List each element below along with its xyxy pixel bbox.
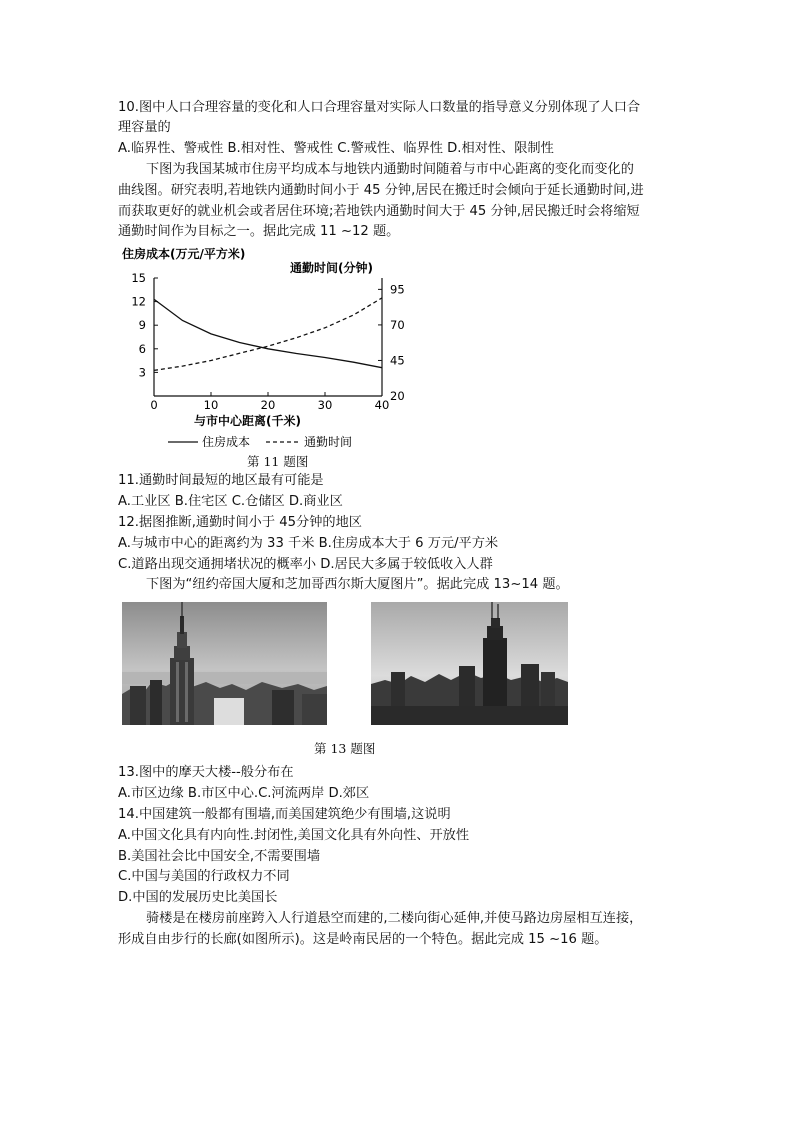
y-right-tick-label: 45 xyxy=(390,353,405,368)
x-axis-title: 与市中心距离(千米) xyxy=(194,414,301,428)
q10-stem-line1: 10.图中人口合理容量的变化和人口合理容量对实际人口数量的指导意义分别体现了人口合 xyxy=(118,100,641,115)
q13-stem: 13.图中的摩天大楼--般分布在 xyxy=(118,765,294,780)
y-left-axis-title: 住房成本(万元/平方米) xyxy=(122,247,246,261)
plot-area xyxy=(131,271,404,412)
empire-state-building-photo xyxy=(122,602,327,725)
commute-time-line xyxy=(154,298,382,371)
sears-tower-photo xyxy=(371,602,568,725)
q10-options: A.临界性、警戒性 B.相对性、警戒性 C.警戒性、临界性 D.相对性、限制性 xyxy=(118,141,554,156)
intro-11-12-line3: 而获取更好的就业机会或者居住环境;若地铁内通勤时间大于 45 分钟,居民搬迁时会将缩短 xyxy=(118,204,640,219)
fig13-caption: 第 13 题图 xyxy=(314,741,376,756)
x-tick-label: 30 xyxy=(317,398,333,412)
y-right-tick-label: 20 xyxy=(390,389,405,403)
x-tick-label: 10 xyxy=(203,398,219,412)
housing-commute-chart xyxy=(118,242,418,447)
y-left-tick-label: 9 xyxy=(138,318,146,333)
y-left-tick-label: 15 xyxy=(131,271,146,285)
y-right-tick-label: 95 xyxy=(390,282,405,297)
y-left-tick-label: 6 xyxy=(138,341,146,356)
x-tick-label: 0 xyxy=(150,398,158,412)
intro-15-16-line2: 形成自由步行的长廊(如图所示)。这是岭南民居的一个特色。据此完成 15 ~16 题。 xyxy=(118,932,608,947)
intro-15-16-line1: 骑楼是在楼房前座跨入人行道悬空而建的,二楼向街心延伸,并使马路边房屋相互连接， xyxy=(146,911,643,926)
intro-11-12-line2: 曲线图。研究表明,若地铁内通勤时间小于 45 分钟,居民在搬迁时会倾向于延长通勤时间,进 xyxy=(118,183,644,198)
legend-dashed-label: 通勤时间 xyxy=(304,435,353,447)
housing-cost-line xyxy=(154,299,382,367)
y-left-tick-label: 3 xyxy=(138,365,146,380)
q14-option-b: B.美国社会比中国安全,不需要围墙 xyxy=(118,849,321,864)
q12-options-line1: A.与城市中心的距离约为 33 千米 B.住房成本大于 6 万元/平方米 xyxy=(118,536,499,551)
intro-11-12-line4: 通勤时间作为目标之一。据此完成 11 ~12 题。 xyxy=(118,224,400,239)
y-right-tick-label: 70 xyxy=(390,317,405,332)
y-left-tick-label: 12 xyxy=(131,294,146,309)
intro-11-12-line1: 下图为我国某城市住房平均成本与地铁内通勤时间随着与市中心距离的变化而变化的 xyxy=(146,162,634,177)
x-tick-label: 20 xyxy=(260,398,276,412)
y-right-axis-title: 通勤时间(分钟) xyxy=(290,261,373,275)
intro-13-14: 下图为“纽约帝国大厦和芝加哥西尔斯大厦图片”。据此完成 13~14 题。 xyxy=(146,577,569,592)
q14-option-d: D.中国的发展历史比美国长 xyxy=(118,890,278,905)
fig11-caption: 第 11 题图 xyxy=(247,454,309,469)
q10-stem-line2: 理容量的 xyxy=(118,120,171,135)
q11-options: A.工业区 B.住宅区 C.仓储区 D.商业区 xyxy=(118,494,343,509)
q14-stem: 14.中国建筑一般都有围墙,而美国建筑绝少有围墙,这说明 xyxy=(118,807,451,822)
q12-options-line2: C.道路出现交通拥堵状况的概率小 D.居民大多属于较低收入人群 xyxy=(118,557,493,572)
x-tick-label: 40 xyxy=(374,398,390,412)
q13-options: A.市区边缘 B.市区中心.C.河流两岸 D.郊区 xyxy=(118,786,370,801)
q14-option-c: C.中国与美国的行政权力不同 xyxy=(118,869,290,884)
legend-solid-label: 住房成本 xyxy=(202,435,251,447)
q12-stem: 12.据图推断,通勤时间小于 45分钟的地区 xyxy=(118,515,362,530)
q11-stem: 11.通勤时间最短的地区最有可能是 xyxy=(118,473,324,488)
q14-option-a: A.中国文化具有内向性.封闭性,美国文化具有外向性、开放性 xyxy=(118,828,470,843)
